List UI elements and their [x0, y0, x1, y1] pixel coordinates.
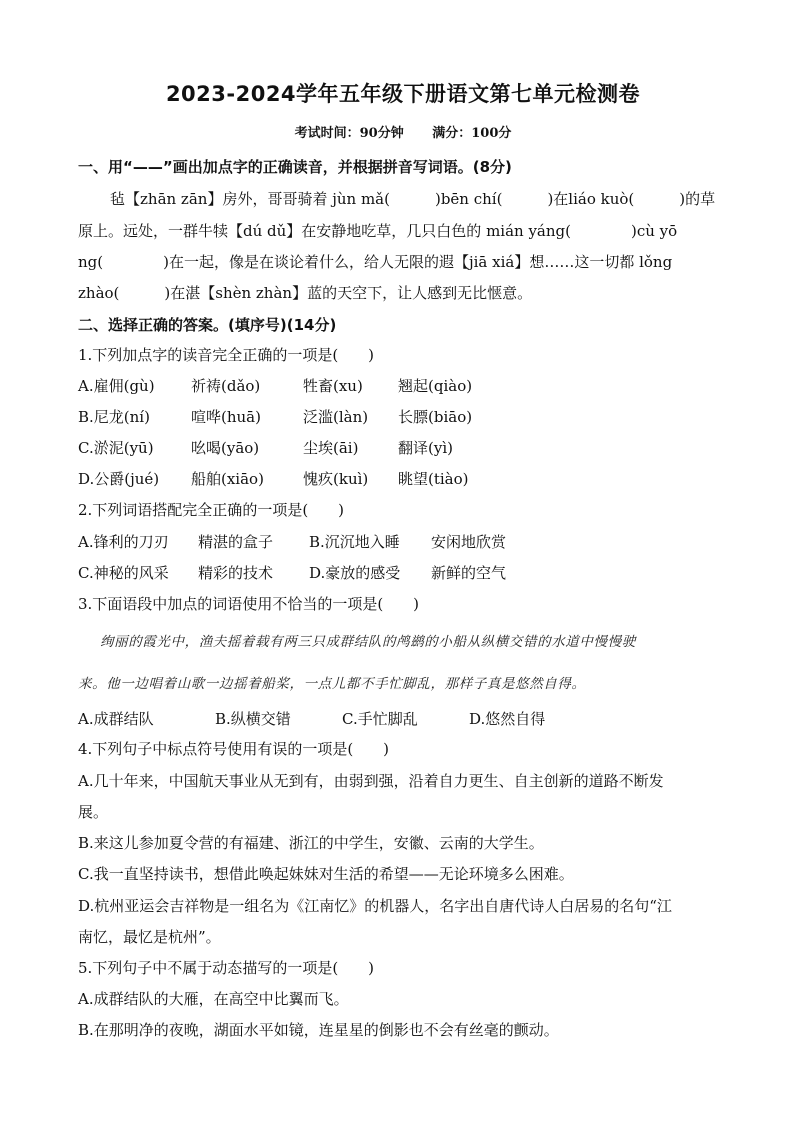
section1-heading: 一、用“——”画出加点字的正确读音，并根据拼音写词语。(8分) — [78, 158, 512, 176]
q4-stem: 4.下列句子中标点符号使用有误的一项是( ) — [78, 740, 390, 758]
q3-passage-line: 来。他一边唱着山歌一边摇着船桨，一点儿都不手忙脚乱，那样子真是悠然自得。 — [78, 676, 586, 692]
section1-line: 毡【zhān zān】房外，哥哥骑着 jùn mǎ( )bēn chí( )在liáo kuò( )的草 — [110, 190, 716, 208]
q5-option-line: B.在那明净的夜晚，湖面水平如镜，连星星的倒影也不会有丝毫的颤动。 — [78, 1021, 559, 1039]
option-item: 翻译(yì) — [398, 439, 453, 457]
q4-option-line: C.我一直坚持读书，想借此唤起妹妹对生活的希望——无论环境多么困难。 — [78, 865, 574, 883]
option-item: 精彩的技术 — [198, 564, 274, 582]
option-item: C.淤泥(yū) — [78, 439, 154, 457]
section1-line: ng( )在一起，像是在谈论着什么，给人无限的遐【jiā xiá】想……这一切都 lǒng — [78, 253, 673, 271]
option-item: 吆喝(yāo) — [191, 439, 260, 457]
option-item: D.公爵(jué) — [78, 470, 160, 488]
page-title: 2023-2024学年五年级下册语文第七单元检测卷 — [165, 82, 641, 106]
option-item: A.锋利的刀刃 — [78, 533, 169, 551]
option-item: 新鲜的空气 — [431, 564, 507, 582]
q4-option-line: 南忆，最忆是杭州”。 — [78, 928, 221, 946]
q4-option-line: D.杭州亚运会吉祥物是一组名为《江南忆》的机器人，名字出自唐代诗人白居易的名句“江 — [78, 897, 672, 915]
option-item: 尘埃(āi) — [303, 439, 359, 457]
q4-option-line: 展。 — [78, 803, 109, 821]
section2-heading: 二、选择正确的答案。(填序号)(14分) — [78, 316, 337, 334]
exam-info — [78, 122, 728, 141]
option-item: 长膘(biāo) — [398, 408, 473, 426]
exam-time: 考试时间：90分钟 — [294, 126, 404, 141]
option-item: C.神秘的风采 — [78, 564, 169, 582]
option-item: B.沉沉地入睡 — [309, 533, 400, 551]
option-item: B.尼龙(ní) — [78, 408, 150, 426]
option-item: 愧疚(kuì) — [303, 470, 369, 488]
option-item: 船舶(xiāo) — [191, 470, 264, 488]
option-item: A.雇佣(gù) — [78, 377, 155, 395]
option-item: D.豪放的感受 — [309, 564, 401, 582]
q3-passage-line: 绚丽的霞光中，渔夫摇着载有两三只成群结队的鸬鹚的小船从纵横交错的水道中慢慢驶 — [100, 634, 636, 650]
q5-stem: 5.下列句子中不属于动态描写的一项是( ) — [78, 959, 375, 977]
q2-stem: 2.下列词语搭配完全正确的一项是( ) — [78, 501, 345, 519]
option-item: 翘起(qiào) — [398, 377, 473, 395]
option-item: 安闲地欣赏 — [431, 533, 507, 551]
option-item: D.悠然自得 — [469, 710, 546, 728]
option-item: 精湛的盒子 — [198, 533, 274, 551]
option-item: B.纵横交错 — [215, 710, 291, 728]
option-item: A.成群结队 — [78, 710, 154, 728]
section1-line: 原上。远处，一群牛犊【dú dǔ】在安静地吃草，几只白色的 mián yáng( )cù yō — [78, 222, 678, 240]
q3-stem: 3.下面语段中加点的词语使用不恰当的一项是( ) — [78, 595, 420, 613]
option-item: 喧哗(huā) — [191, 408, 261, 426]
option-item: 牲畜(xu) — [303, 377, 363, 395]
full-score: 满分：100分 — [432, 126, 512, 141]
option-item: 泛滥(làn) — [303, 408, 369, 426]
q1-stem: 1.下列加点字的读音完全正确的一项是( ) — [78, 346, 375, 364]
q4-option-line: B.来这儿参加夏令营的有福建、浙江的中学生，安徽、云南的大学生。 — [78, 834, 544, 852]
q4-option-line: A.几十年来，中国航天事业从无到有，由弱到强，沿着自力更生、自主创新的道路不断发 — [78, 772, 664, 790]
section1-line: zhào( )在湛【shèn zhàn】蓝的天空下，让人感到无比惬意。 — [78, 284, 533, 302]
option-item: C.手忙脚乱 — [342, 710, 418, 728]
option-item: 眺望(tiào) — [398, 470, 469, 488]
option-item: 祈祷(dǎo) — [191, 377, 261, 395]
q5-option-line: A.成群结队的大雁，在高空中比翼而飞。 — [78, 990, 349, 1008]
